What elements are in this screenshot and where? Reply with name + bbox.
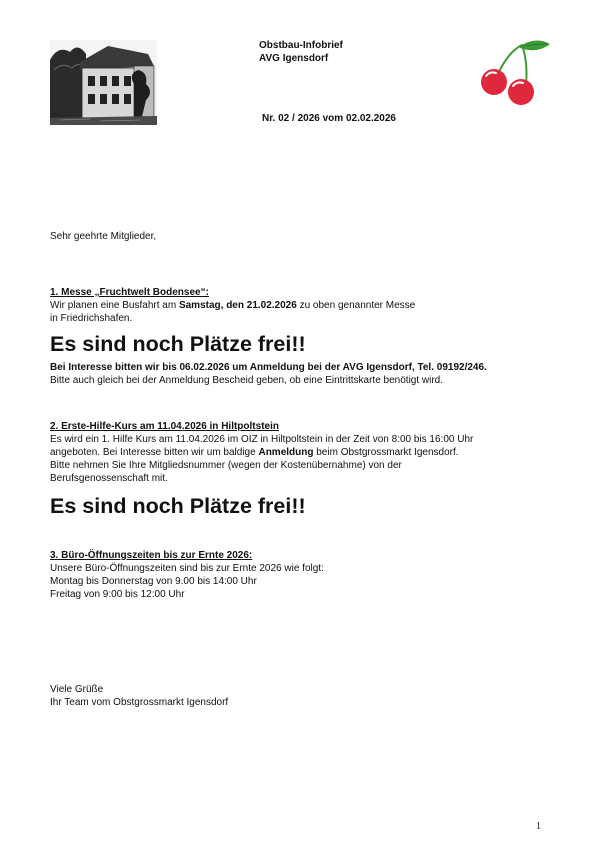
paragraph-line: Unsere Büro-Öffnungszeiten sind bis zur Ernte 2026 wie folgt: — [50, 563, 324, 574]
page-number: 1 — [536, 821, 541, 832]
text-span: Wir planen eine Busfahrt am — [50, 300, 179, 311]
paragraph-line: in Friedrichshafen. — [50, 313, 133, 324]
text-span: angeboten. Bei Interesse bitten wir um baldige — [50, 447, 259, 458]
section-heading: 3. Büro-Öffnungszeiten bis zur Ernte 2026: — [50, 550, 253, 561]
office-hours-mon-thu: Montag bis Donnerstag von 9.00 bis 14:00 Uhr — [50, 576, 257, 587]
paragraph-line: Bitte nehmen Sie Ihre Mitgliedsnummer (wegen der Kostenübernahme) von der — [50, 460, 402, 471]
header-title-line1: Obstbau-Infobrief — [259, 40, 343, 51]
text-span: zu oben genannter Messe — [296, 300, 416, 311]
section-heading: 2. Erste-Hilfe-Kurs am 11.04.2026 in Hiltpoltstein — [50, 421, 279, 432]
section-first-aid — [50, 420, 473, 485]
paragraph-line: Es wird ein 1. Hilfe Kurs am 11.04.2026 im OIZ in Hiltpoltstein in der Zeit von 8:00 bis 16:00 Uhr — [50, 434, 474, 445]
issue-number: Nr. 02 / 2026 vom 02.02.2026 — [262, 113, 396, 124]
date-emphasis: Samstag, den 21.02.2026 — [178, 300, 297, 311]
building-sketch-icon — [50, 40, 157, 125]
paragraph-line: Bitte auch gleich bei der Anmeldung Bescheid geben, ob eine Eintrittskarte benötigt wird. — [50, 375, 444, 386]
paragraph-line: Berufsgenossenschaft mit. — [50, 473, 168, 484]
places-available-highlight: Es sind noch Plätze frei!! — [50, 332, 306, 356]
cherry-icon — [474, 36, 552, 108]
places-available-highlight: Es sind noch Plätze frei!! — [50, 494, 306, 518]
registration-emphasis: Anmeldung — [258, 447, 314, 458]
signature: Ihr Team vom Obstgrossmarkt Igensdorf — [50, 697, 229, 708]
text-span: beim Obstgrossmarkt Igensdorf. — [313, 447, 459, 458]
registration-info — [50, 361, 487, 387]
section-messe — [50, 286, 415, 325]
section-office-hours — [50, 549, 324, 601]
paragraph-line — [50, 299, 415, 312]
greeting: Sehr geehrte Mitglieder, — [50, 231, 157, 242]
registration-deadline: Bei Interesse bitten wir bis 06.02.2026 um Anmeldung bei der AVG Igensdorf, Tel. 09192/246. — [50, 362, 487, 373]
header-title-line2: AVG Igensdorf — [259, 53, 329, 64]
header-title — [259, 39, 343, 65]
paragraph-line — [50, 446, 473, 459]
closing — [50, 683, 228, 709]
closing-line: Viele Grüße — [50, 684, 104, 695]
section-heading: 1. Messe „Fruchtwelt Bodensee“: — [50, 287, 209, 298]
office-hours-fri: Freitag von 9:00 bis 12:00 Uhr — [50, 589, 185, 600]
